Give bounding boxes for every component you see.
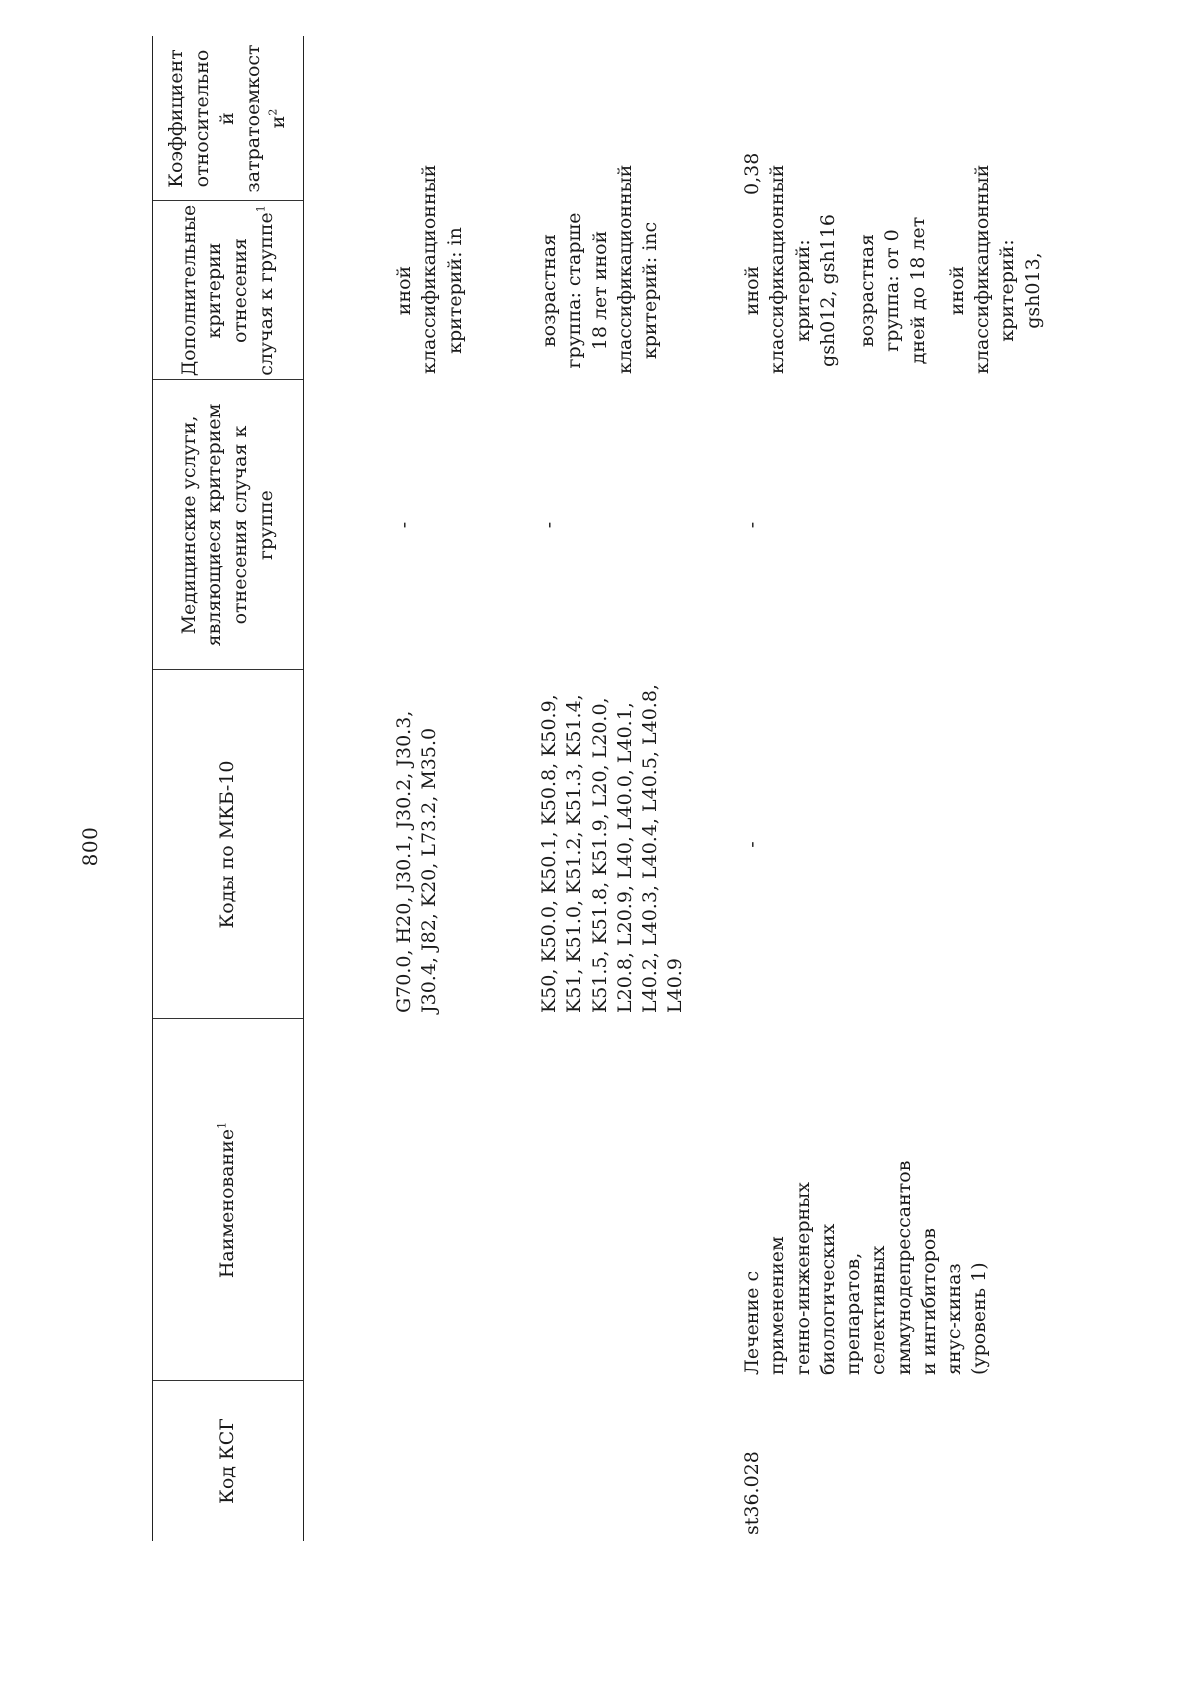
cell-code: st36.028 [741, 1451, 763, 1535]
header-name: Наименование$^1$ [215, 1121, 239, 1279]
criteria-item: возрастная группа: старше 18 лет иной классификационный критерий: inc [538, 164, 662, 374]
header-extra-criteria: Дополнительные критерии отнесения случая к группе$^1$ [177, 204, 277, 377]
table-header [152, 36, 304, 1541]
criteria-item: возрастная группа: от 0 дней до 18 лет [856, 216, 929, 365]
criteria-item: иной классификационный критерий: in [393, 164, 466, 374]
header-coefficient: Коэффициент относительно й затратоемкост $и^2$ [164, 44, 290, 193]
cell-services: - [741, 521, 763, 529]
cell-services: - [393, 521, 415, 529]
header-med-services: Медицинские услуги, являющиеся критерием отнесения случая к группе [177, 403, 277, 647]
cell-criteria [392, 164, 482, 380]
cell-coef: 0,38 [741, 152, 763, 195]
page-number: 800 [78, 826, 102, 867]
header-mkb-codes: Коды по МКБ-10 [216, 760, 239, 929]
cell-services: - [538, 521, 560, 529]
cell-mkb: - [741, 841, 763, 848]
criteria-item: иной классификационный критерий: gsh012, gsh116 [741, 164, 839, 374]
cell-criteria [537, 164, 677, 380]
ksg-table [152, 36, 1044, 1541]
header-code-ksg: Код КСГ [216, 1418, 239, 1504]
criteria-item: иной классификационный критерий: gsh013, [945, 164, 1044, 374]
cell-mkb: K50, K50.0, K50.1, K50.8, K50.9, K51, K51.0, K51.2, K51.3, K51.4, K51.5, K51.8, K51.9, L20, L20.0, L20.8, L20.9, L40, L40.0, L40.1, L40.2, L40.3, L40.4, L40.5, L40.8, L40.9 [538, 684, 687, 1013]
cell-mkb: G70.0, H20, J30.1, J30.2, J30.3, J30.4, J82, K20, L73.2, M35.0 [393, 710, 441, 1013]
cell-name: Лечение с применением генно-инженерных биологических препаратов, селективных иммунодепрессантов и ингибиторов янус-киназ (уровень 1) [741, 1160, 991, 1375]
